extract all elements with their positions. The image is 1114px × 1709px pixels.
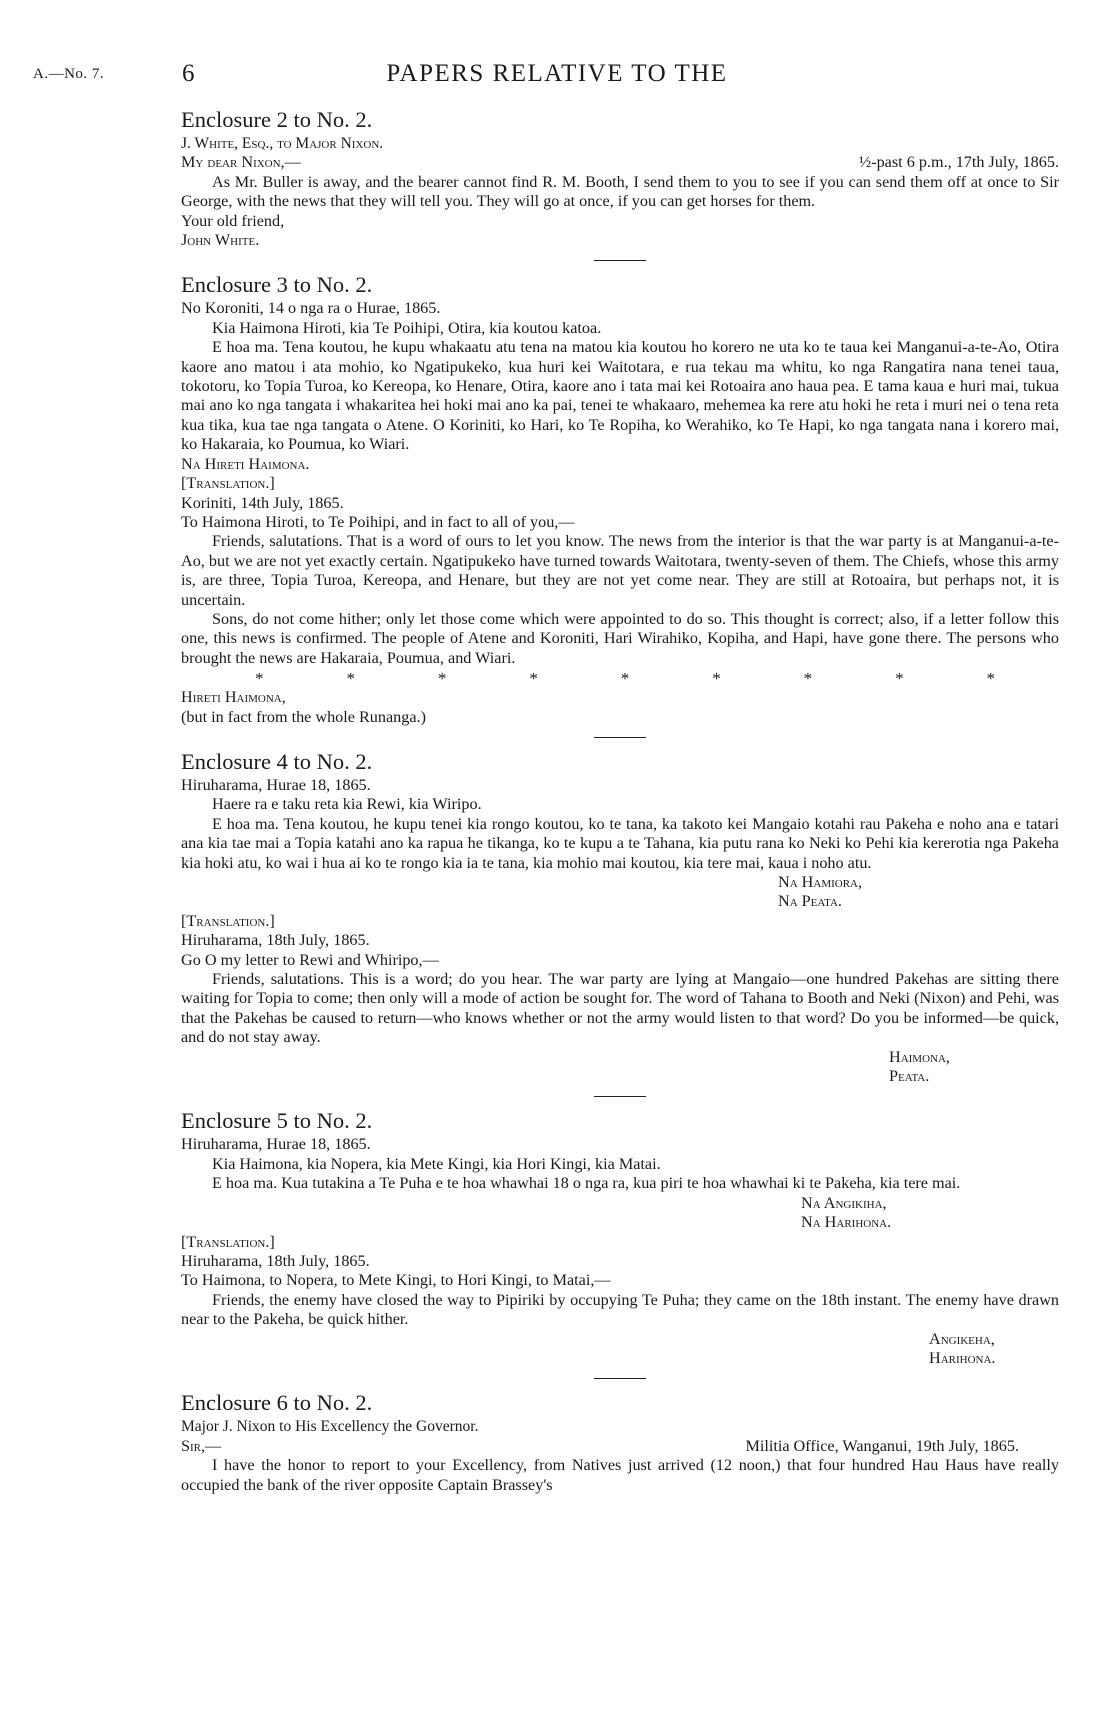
letter-signature: Na Harihona. (801, 1213, 892, 1232)
enclosure-6 (181, 1389, 1059, 1495)
section-divider (594, 1096, 646, 1097)
enclosure-title: Enclosure 4 to No. 2. (181, 748, 373, 774)
letter-body: E hoa ma. Tena koutou, he kupu tenei kia rongo koutou, ko te tana, ka takoto kei Mangaio kotahi rau Pakeha e noho ana e tatari ana kia tae mai a Topia katahi ano ka rapua he tikanga, ko te kupu a te Tahana, kia putu rana ko Neki ko Pehi kia kererotia nga Pakeha kia hoki atu, ko wai i hua ai ko te rongo kia ia te tana, kia mohio mai koutou, kia tere mai, kaua i noho atu. (181, 814, 1059, 872)
salutation: Sir,— (181, 1436, 222, 1455)
letter-address: Kia Haimona, kia Nopera, kia Mete Kingi, kia Hori Kingi, kia Matai. (212, 1154, 661, 1173)
letter-signature: Na Hireti Haimona. (181, 454, 310, 473)
section-divider (594, 260, 646, 261)
letter-closing: Your old friend, (181, 211, 285, 230)
signature-note: (but in fact from the whole Runanga.) (181, 707, 426, 726)
star: * (620, 669, 630, 689)
letter-signature: Harihona. (929, 1348, 996, 1367)
place-date: Hiruharama, 18th July, 1865. (181, 1251, 370, 1270)
enclosure-subtitle: Major J. Nixon to His Excellency the Governor. (181, 1418, 479, 1436)
star: * (895, 669, 904, 689)
star: * (346, 669, 355, 689)
section-divider (594, 737, 646, 738)
letter-signature: Na Hamiora, (778, 873, 863, 891)
running-title: PAPERS RELATIVE TO THE (386, 60, 728, 87)
letter-date: ½-past 6 p.m., 17th July, 1865. (859, 153, 1059, 172)
letter-signature: Hireti Haimona, (181, 688, 286, 707)
salutation-row (181, 153, 1059, 172)
star: * (712, 669, 721, 689)
enclosure-subtitle: J. White, Esq., to Major Nixon. (181, 135, 384, 152)
translation-label: [Translation.] (181, 911, 275, 930)
place-date: Militia Office, Wanganui, 19th July, 1865. (745, 1436, 1019, 1455)
translation-label: [Translation.] (181, 1232, 275, 1251)
letter-body: E hoa ma. Kua tutakina a Te Puha e te hoa whawhai 18 o nga ra, kua piri te hoa whawhai ki te Pakeha, kia tere mai. (212, 1174, 961, 1193)
letter-address: Kia Haimona Hiroti, kia Te Poihipi, Otira, kia koutou katoa. (212, 318, 602, 337)
salutation-row (181, 1437, 1059, 1456)
enclosure-4 (181, 748, 1059, 1087)
enclosure-5 (181, 1107, 1059, 1368)
letter-signature: John White. (181, 231, 260, 250)
star: * (803, 669, 813, 689)
enclosure-title: Enclosure 5 to No. 2. (181, 1108, 373, 1134)
letter-body: Sons, do not come hither; only let those come which were appointed to do so. This thought is correct; also, if a letter follow this one, this news is confirmed. The people of Atene and Koroniti, Hari Wirahiko, Kopiha, and Hapi, have gone there. The persons who brought the news are Hakaraia, Poumua, and Wiari. (181, 609, 1059, 667)
letter-signature: Na Peata. (778, 892, 842, 911)
letter-signature: Haimona, (889, 1047, 950, 1066)
place-date: No Koroniti, 14 o nga ra o Hurae, 1865. (181, 299, 441, 318)
star: * (986, 669, 995, 689)
place-date: Koriniti, 14th July, 1865. (181, 493, 344, 512)
salutation: My dear Nixon,— (181, 153, 301, 172)
letter-address: To Haimona Hiroti, to Te Poihipi, and in fact to all of you,— (181, 512, 575, 531)
page-number: 6 (182, 60, 195, 87)
letter-signature: Angikeha, (929, 1329, 995, 1348)
letter-body: Friends, salutations. This is a word; do you hear. The war party are lying at Mangaio—one hundred Pakehas are sitting there waiting for Topia to come; then only will a mode of action be sought for. The word of Tahana to Booth and Neki (Nixon) and Pehi, was that the Pakehas be caused to return—who knows whether or not the army would listen to that word? Do you be informed—be quick, and do not stay away. (181, 970, 1059, 1047)
letter-signature: Na Angikiha, (801, 1193, 887, 1212)
ellipsis-stars (181, 670, 1059, 688)
letter-address: To Haimona, to Nopera, to Mete Kingi, to Hori Kingi, to Matai,— (181, 1271, 611, 1290)
translation-label: [Translation.] (181, 474, 275, 493)
place-date: Hiruharama, 18th July, 1865. (181, 931, 370, 950)
star: * (529, 669, 538, 689)
letter-address: Go O my letter to Rewi and Whiripo,— (181, 950, 439, 969)
enclosure-2 (181, 106, 1059, 250)
letter-address: Haere ra e taku reta kia Rewi, kia Wiripo. (212, 795, 482, 814)
enclosure-title: Enclosure 2 to No. 2. (181, 107, 373, 132)
place-date: Hiruharama, Hurae 18, 1865. (181, 1135, 371, 1154)
star: * (255, 669, 264, 689)
page-header (0, 60, 1114, 90)
series-label: A.—No. 7. (33, 66, 105, 82)
section-divider (594, 1378, 646, 1379)
letter-body: Friends, the enemy have closed the way to Pipiriki by occupying Te Puha; they came on the 18th instant. The enemy have drawn near to the Pakeha, be quick hither. (181, 1290, 1059, 1329)
enclosure-title: Enclosure 3 to No. 2. (181, 272, 373, 298)
enclosure-3 (181, 271, 1059, 727)
enclosure-title: Enclosure 6 to No. 2. (181, 1390, 373, 1416)
letter-signature: Peata. (889, 1067, 930, 1086)
letter-body: I have the honor to report to your Excellency, from Natives just arrived (12 noon,) that four hundred Hau Haus have really occupied the bank of the river opposite Captain Brassey's (181, 1456, 1059, 1494)
letter-body: E hoa ma. Tena koutou, he kupu whakaatu atu tena na matou kia koutou ho korero ne uta ko te taua kei Manganui-a-te-Ao, Otira kaore ano matou i ata mohio, ko Ngatipukeko, kua huri kei Waitotara, e rua tekau ma whitu, ko nga Rangatira nana tenei taua, tokotoru, ko Topia Turoa, ko Kereopa, ko Henare, Otira, kaore ano i tata mai kei Rotoaira ano haua pea. E tama kaua e huri mai, tukua mai ano ko nga tangata i whakaritea hei hoki mai ano ka pai, tenei te whakaaro, mehemea ka rere atu hoki he reta i muri nei o tena reta kua tika, kua tae nga tangata o Atene. O Koriniti, ko Hari, ko Te Ropiha, ko Werahiko, ko Te Hapi, ko nga tangata nana i korero mai, ko Hakaraia, ko Poumua, ko Wiari. (181, 338, 1059, 454)
page-content (181, 106, 1059, 1495)
letter-body: Friends, salutations. That is a word of ours to let you know. The news from the interior is that the war party is at Manganui-a-te-Ao, but we are not yet exactly certain. Ngatipukeko have turned towards Waitotara, twenty-seven of them. The Chiefs, whose this army is, are three, Topia Turoa, Kereopa, and Henare, but they are not yet come near. They are still at Rotoaira, but perhaps not, it is uncertain. (181, 532, 1059, 609)
letter-body: As Mr. Buller is away, and the bearer cannot find R. M. Booth, I send them to you to see if you can send them off at once to Sir George, with the news that they will tell you. They will go at once, if you can get horses for them. (181, 172, 1059, 211)
star: * (437, 669, 447, 689)
place-date: Hiruharama, Hurae 18, 1865. (181, 775, 371, 794)
